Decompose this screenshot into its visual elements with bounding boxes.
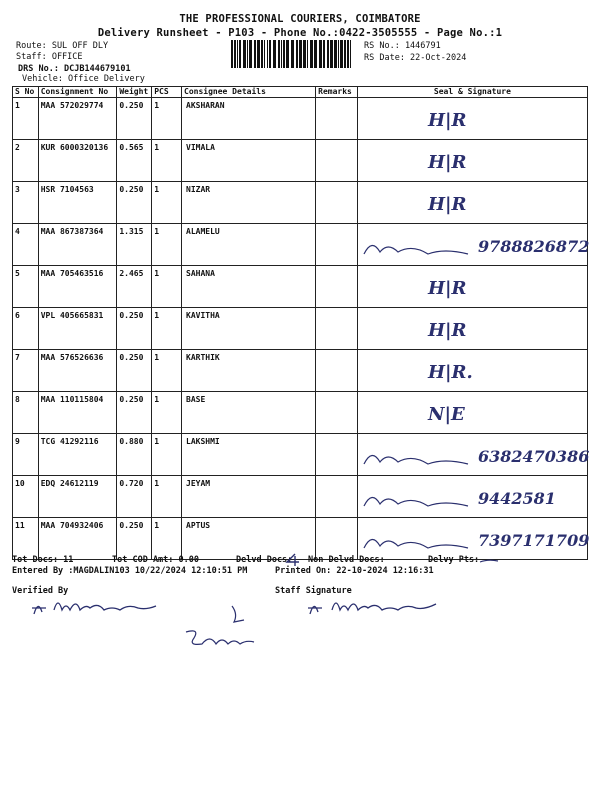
col-sno: S No [13,87,39,98]
handwritten-count [283,553,307,567]
signature-text: 6382470386 [477,447,590,466]
row-sno: 11 [13,518,39,560]
row-sno: 4 [13,224,39,266]
row-pcs: 1 [152,266,182,308]
row-weight: 1.315 [117,224,152,266]
signature-text: 7397171709 [477,531,590,550]
row-remarks [316,182,358,224]
col-remarks: Remarks [316,87,358,98]
row-weight: 0.880 [117,434,152,476]
row-signature-cell [357,518,590,560]
table-row [13,350,588,392]
row-consignee: KARTHIK [182,350,316,392]
row-consignment-no: MAA 867387364 [38,224,117,266]
vehicle-label: Vehicle: Office Delivery [22,74,145,84]
row-signature-cell [357,476,587,518]
row-consignment-no: KUR 6000320136 [38,140,117,182]
col-signature: Seal & Signature [357,87,587,98]
row-consignment-no: MAA 110115804 [38,392,117,434]
row-consignment-no: TCG 41292116 [38,434,117,476]
row-pcs: 1 [152,140,182,182]
row-signature-cell [357,182,587,224]
row-signature-cell [357,350,587,392]
row-pcs: 1 [152,224,182,266]
row-signature-cell [357,224,590,266]
table-row [13,266,588,308]
table-header-row [13,87,588,98]
row-consignee: SAHANA [182,266,316,308]
signature-scrawl [364,455,468,464]
row-consignment-no: VPL 405665831 [38,308,117,350]
non-delivered-docs: Non Delvd Docs: [308,555,385,565]
row-pcs: 1 [152,350,182,392]
runsheet-table [12,86,588,560]
row-consignee: APTUS [182,518,316,560]
row-pcs: 1 [152,518,182,560]
row-consignment-no: MAA 704932406 [38,518,117,560]
signature-text: N|E [427,404,465,425]
handwritten-signature [358,182,600,221]
table-row [13,140,588,182]
row-pcs: 1 [152,308,182,350]
row-pcs: 1 [152,182,182,224]
row-weight: 0.250 [117,182,152,224]
delivery-points: Delvy Pts: [428,555,480,565]
company-title: THE PROFESSIONAL COURIERS, COIMBATORE [179,13,421,25]
signature-text: H|R [427,278,467,299]
receiver-signature [180,626,260,652]
row-sno: 3 [13,182,39,224]
handwritten-mark [228,604,248,624]
col-consignment: Consignment No [38,87,117,98]
row-remarks [316,476,358,518]
signature-text: H|R [427,194,467,215]
row-consignee: VIMALA [182,140,316,182]
signature-text: 9788826872 [477,237,590,256]
table-row [13,434,588,476]
row-signature-cell [357,392,587,434]
row-weight: 0.250 [117,308,152,350]
handwritten-signature [358,140,600,179]
delivered-docs: Delvd Docs: [236,555,293,565]
col-pcs: PCS [152,87,182,98]
row-weight: 0.250 [117,392,152,434]
row-remarks [316,392,358,434]
row-consignment-no: MAA 572029774 [38,98,117,140]
table-row [13,392,588,434]
row-signature-cell [357,98,587,140]
row-pcs: 1 [152,98,182,140]
row-consignment-no: EDQ 24612119 [38,476,117,518]
row-pcs: 1 [152,434,182,476]
row-signature-cell [357,308,587,350]
signature-scrawl [364,497,468,506]
row-remarks [316,434,358,476]
total-cod: Tot COD Amt: 0.00 [112,555,199,565]
row-consignee: LAKSHMI [182,434,316,476]
row-sno: 10 [13,476,39,518]
row-remarks [316,98,358,140]
table-row [13,308,588,350]
row-pcs: 1 [152,392,182,434]
rs-date: RS Date: 22-Oct-2024 [364,53,467,63]
row-remarks [316,518,358,560]
signature-scrawl [364,245,468,254]
route-label: Route: SUL OFF DLY [16,41,109,51]
staff-signature-label: Staff Signature [275,586,352,596]
entered-by: Entered By :MAGDALIN103 10/22/2024 12:10:51 PM [12,566,248,576]
row-consignee: AKSHARAN [182,98,316,140]
handwritten-signature [358,392,600,431]
handwritten-signature [358,308,600,347]
row-signature-cell [357,140,587,182]
row-consignee: NIZAR [182,182,316,224]
row-remarks [316,140,358,182]
row-consignee: BASE [182,392,316,434]
row-consignee: JEYAM [182,476,316,518]
row-sno: 2 [13,140,39,182]
row-remarks [316,266,358,308]
drs-number: DRS No.: DCJB144679101 [18,64,131,74]
row-sno: 5 [13,266,39,308]
row-weight: 0.250 [117,350,152,392]
runsheet-title: Delivery Runsheet - P103 - Phone No.:0422-3505555 - Page No.:1 [97,27,503,39]
row-signature-cell [357,266,587,308]
signature-text: 9442581 [477,489,556,508]
handwritten-signature [358,98,600,137]
row-remarks [316,224,358,266]
row-weight: 0.250 [117,98,152,140]
table-row [13,476,588,518]
handwritten-signature [358,224,600,263]
handwritten-signature [358,518,600,557]
table-row [13,182,588,224]
verified-by-label: Verified By [12,586,69,596]
row-sno: 9 [13,434,39,476]
signature-text: H|R [427,152,467,173]
row-consignment-no: MAA 576526636 [38,350,117,392]
handwritten-signature [358,476,600,515]
row-consignee: KAVITHA [182,308,316,350]
staff-signature [300,592,450,622]
barcode [230,40,354,68]
row-sno: 7 [13,350,39,392]
handwritten-dash [478,557,500,565]
handwritten-signature [358,434,600,473]
rs-number: RS No.: 1446791 [364,41,441,51]
row-sno: 1 [13,98,39,140]
row-consignment-no: MAA 705463516 [38,266,117,308]
col-consignee: Consignee Details [182,87,316,98]
row-sno: 6 [13,308,39,350]
row-pcs: 1 [152,476,182,518]
staff-label: Staff: OFFICE [16,52,83,62]
row-weight: 2.465 [117,266,152,308]
signature-text: H|R. [427,362,473,383]
col-weight: Weight [117,87,152,98]
row-remarks [316,308,358,350]
row-consignee: ALAMELU [182,224,316,266]
row-consignment-no: HSR 7104563 [38,182,117,224]
signature-text: H|R [427,110,467,131]
row-weight: 0.720 [117,476,152,518]
printed-on: Printed On: 22-10-2024 12:16:31 [275,566,434,576]
handwritten-signature [358,350,600,389]
row-weight: 0.250 [117,518,152,560]
table-row [13,98,588,140]
total-docs: Tot Docs: 11 [12,555,74,565]
row-signature-cell [357,434,590,476]
row-remarks [316,350,358,392]
signature-text: H|R [427,320,467,341]
signature-scrawl [364,539,468,548]
row-weight: 0.565 [117,140,152,182]
table-row [13,224,588,266]
handwritten-signature [358,266,600,305]
verified-signature [28,592,168,622]
row-sno: 8 [13,392,39,434]
